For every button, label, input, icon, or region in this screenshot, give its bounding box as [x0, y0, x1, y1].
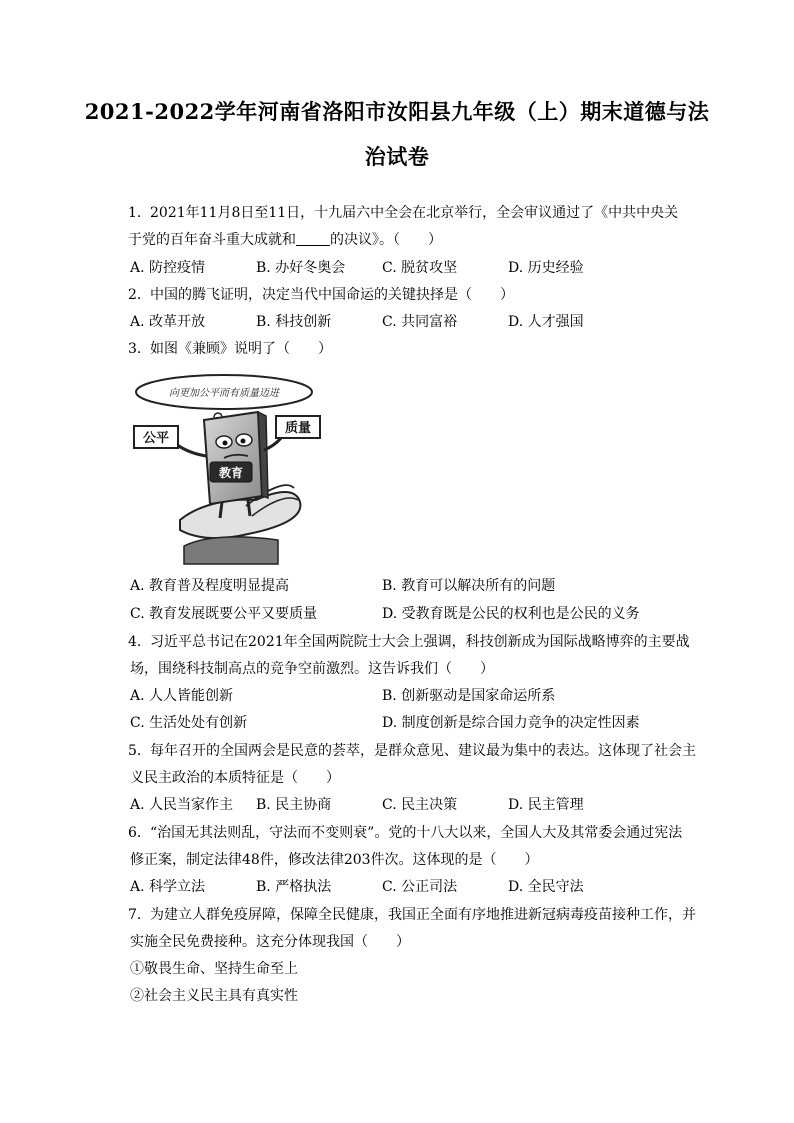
q6-option-c: C. 公正司法	[382, 879, 458, 895]
sign-quality	[276, 416, 320, 438]
bubble-text: 向更加公平而有质量迈进	[169, 388, 279, 399]
q2-option-a: A. 改革开放	[130, 314, 206, 330]
q5-option-b: B. 民主协商	[256, 797, 332, 813]
question-3	[128, 339, 332, 359]
q3-option-b: B. 教育可以解决所有的问题	[382, 578, 556, 594]
q7-item-2: ②社会主义民主具有真实性	[130, 988, 298, 1004]
q6-option-d: D. 全民守法	[508, 879, 584, 895]
question-text: 2021年11月8日至11日，十九届六中全会在北京举行，全会审议通过了《中共中央关	[150, 205, 679, 221]
sign-fairness	[134, 426, 178, 448]
q2-option-c: C. 共同富裕	[382, 314, 458, 330]
cartoon-illustration	[128, 370, 328, 566]
q5-option-c: C. 民主决策	[382, 797, 458, 813]
question-text: 每年召开的全国两会是民意的荟萃，是群众意见、建议最为集中的表达。这体现了社会主	[150, 743, 696, 759]
q3-option-a: A. 教育普及程度明显提高	[130, 578, 290, 594]
question-5-line2: 义民主政治的本质特征是（ ）	[130, 770, 340, 786]
question-text: 的决议》。（ ）	[330, 232, 442, 248]
q5-option-a: A. 人民当家作主	[130, 797, 234, 813]
q1-option-c: C. 脱贫攻坚	[382, 260, 458, 276]
q6-option-b: B. 严格执法	[256, 879, 332, 895]
question-5	[128, 741, 696, 761]
q3-option-d: D. 受教育既是公民的权利也是公民的义务	[382, 606, 640, 622]
question-number: 7.	[128, 907, 142, 923]
q3-option-c: C. 教育发展既要公平又要质量	[130, 606, 318, 622]
q4-option-b: B. 创新驱动是国家命运所系	[382, 688, 556, 704]
q4-option-a: A. 人人皆能创新	[130, 688, 234, 704]
q2-option-d: D. 人才强国	[508, 314, 584, 330]
question-number: 2.	[128, 287, 142, 303]
question-text: 于党的百年奋斗重大成就和	[128, 232, 296, 248]
question-number: 6.	[128, 825, 142, 841]
sign-fairness-text: 公平	[142, 431, 170, 446]
q4-option-c: C. 生活处处有创新	[130, 715, 248, 731]
question-2	[128, 285, 514, 305]
question-number: 4.	[128, 634, 142, 650]
question-number: 3.	[128, 341, 142, 357]
question-1-line2	[128, 230, 442, 250]
question-6-line2: 修正案，制定法律48件，修改法律203件次。这体现的是（ ）	[130, 852, 539, 868]
sign-quality-text: 质量	[284, 421, 312, 436]
q1-option-b: B. 办好冬奥会	[256, 260, 346, 276]
question-text: 中国的腾飞证明，决定当代中国命运的关键抉择是（ ）	[150, 287, 514, 303]
q6-option-a: A. 科学立法	[130, 879, 206, 895]
q1-option-a: A. 防控疫情	[130, 260, 206, 276]
exam-title-line1: 2021-2022学年河南省洛阳市汝阳县九年级（上）期末道德与法	[84, 99, 710, 124]
question-7-line2: 实施全民免费接种。这充分体现我国（ ）	[130, 934, 410, 950]
q4-option-d: D. 制度创新是综合国力竞争的决定性因素	[382, 715, 640, 731]
q5-option-d: D. 民主管理	[508, 797, 584, 813]
question-text: 为建立人群免疫屏障，保障全民健康，我国正全面有序地推进新冠病毒疫苗接种工作，并	[150, 907, 696, 923]
question-6	[128, 823, 682, 843]
question-7	[128, 905, 696, 925]
question-1	[128, 203, 678, 223]
q7-item-1: ①敬畏生命、坚持生命至上	[130, 961, 298, 977]
q1-option-d: D. 历史经验	[508, 260, 584, 276]
question-text: “治国无其法则乱，守法而不变则衰”。党的十八大以来，全国人大及其常委会通过宪法	[150, 825, 683, 841]
question-text: 习近平总书记在2021年全国两院院士大会上强调，科技创新成为国际战略博弈的主要战	[150, 634, 690, 650]
fill-blank	[296, 231, 330, 246]
question-4-line2: 场，围绕科技制高点的竞争空前激烈。这告诉我们（ ）	[130, 661, 494, 677]
question-text: 如图《兼顾》说明了（ ）	[150, 341, 332, 357]
q2-option-b: B. 科技创新	[256, 314, 332, 330]
question-number: 5.	[128, 743, 142, 759]
question-number: 1.	[128, 205, 142, 221]
question-4	[128, 632, 690, 652]
exam-title-line2: 治试卷	[364, 144, 430, 169]
book-label: 教育	[218, 466, 244, 480]
